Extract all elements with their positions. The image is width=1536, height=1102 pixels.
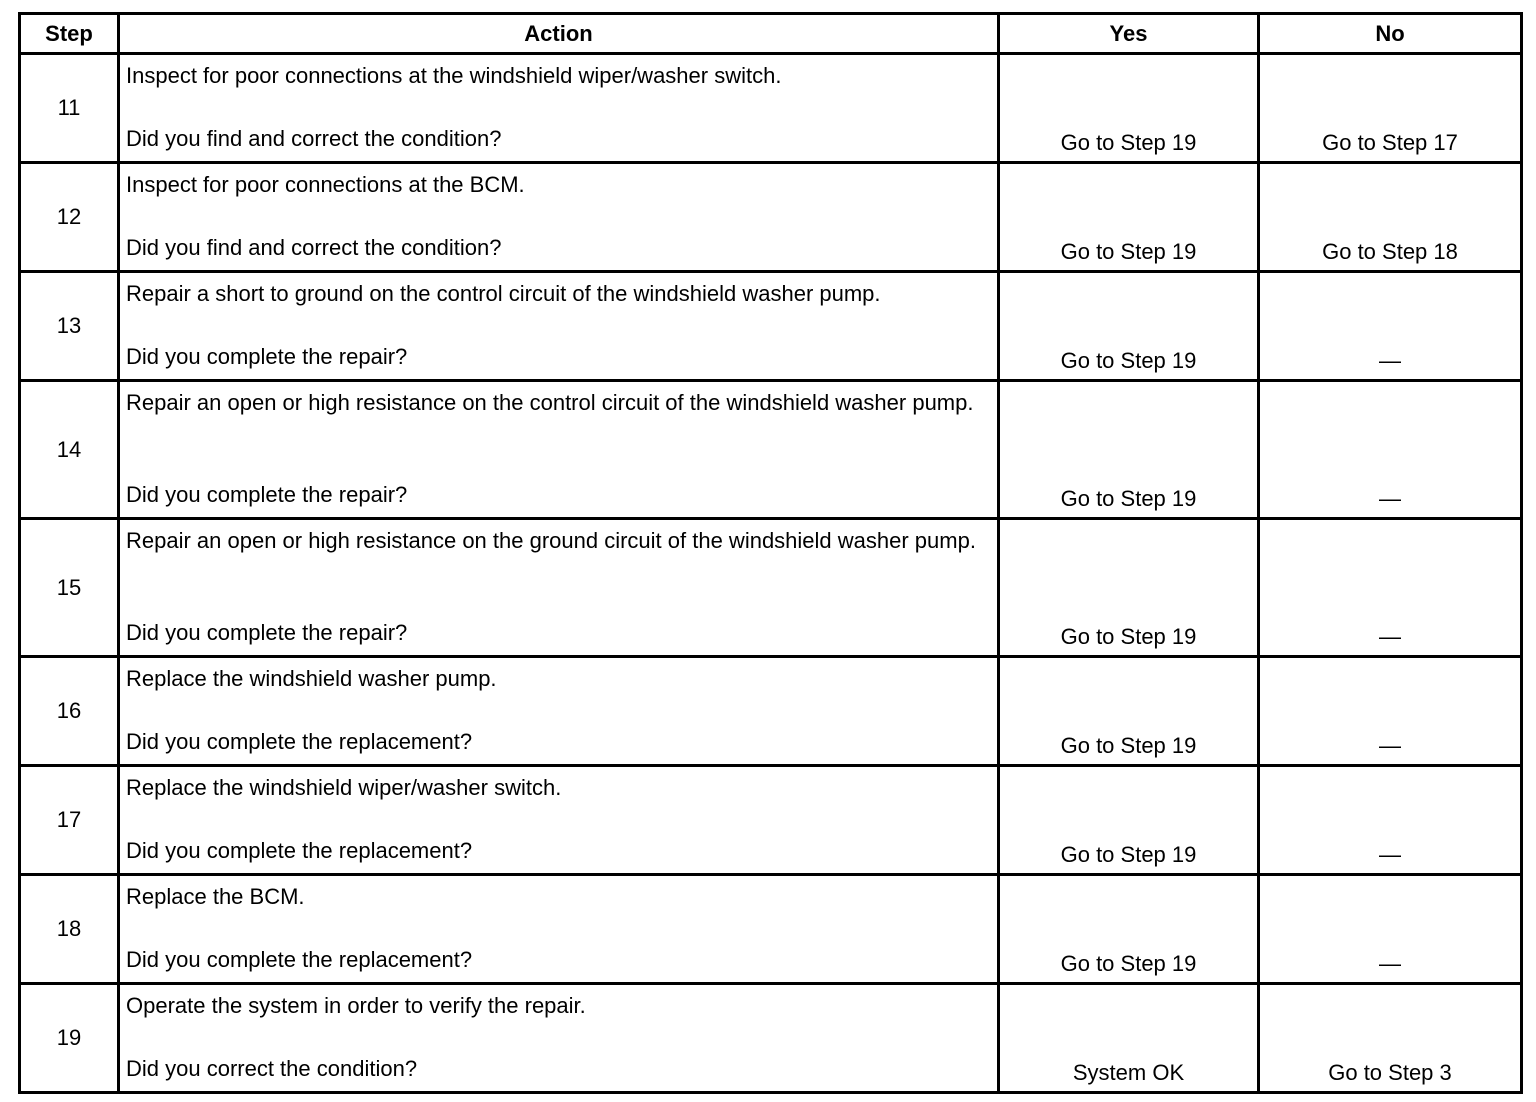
action-question: Did you complete the repair? xyxy=(126,344,408,369)
no-result: Go to Step 18 xyxy=(1259,163,1522,272)
table-row xyxy=(20,54,1522,163)
table-row xyxy=(20,272,1522,381)
action-instruction: Replace the BCM. xyxy=(126,884,305,909)
action-cell xyxy=(119,272,999,381)
table-header-row xyxy=(20,14,1522,54)
header-step: Step xyxy=(20,14,119,54)
yes-result: Go to Step 19 xyxy=(999,272,1259,381)
diagnostic-table-container xyxy=(18,12,1520,1094)
action-cell xyxy=(119,54,999,163)
no-result: — xyxy=(1259,875,1522,984)
action-instruction: Repair an open or high resistance on the ground circuit of the windshield washer pump. xyxy=(126,528,976,553)
yes-result: Go to Step 19 xyxy=(999,519,1259,657)
step-number: 12 xyxy=(20,163,119,272)
header-action: Action xyxy=(119,14,999,54)
table-row xyxy=(20,984,1522,1093)
header-no: No xyxy=(1259,14,1522,54)
yes-result: System OK xyxy=(999,984,1259,1093)
action-cell xyxy=(119,766,999,875)
step-number: 13 xyxy=(20,272,119,381)
action-cell xyxy=(119,875,999,984)
action-instruction: Inspect for poor connections at the windshield wiper/washer switch. xyxy=(126,63,782,88)
yes-result: Go to Step 19 xyxy=(999,875,1259,984)
action-question: Did you complete the replacement? xyxy=(126,729,473,754)
diagnostic-table xyxy=(18,12,1523,1094)
action-question: Did you correct the condition? xyxy=(126,1056,418,1081)
table-row xyxy=(20,519,1522,657)
step-number: 18 xyxy=(20,875,119,984)
action-question: Did you complete the replacement? xyxy=(126,838,473,863)
no-result: Go to Step 3 xyxy=(1259,984,1522,1093)
action-cell xyxy=(119,163,999,272)
table-row xyxy=(20,163,1522,272)
action-instruction: Inspect for poor connections at the BCM. xyxy=(126,172,525,197)
no-result: — xyxy=(1259,381,1522,519)
step-number: 17 xyxy=(20,766,119,875)
no-result: — xyxy=(1259,657,1522,766)
action-cell xyxy=(119,519,999,657)
action-cell xyxy=(119,984,999,1093)
yes-result: Go to Step 19 xyxy=(999,163,1259,272)
step-number: 11 xyxy=(20,54,119,163)
no-result: Go to Step 17 xyxy=(1259,54,1522,163)
no-result: — xyxy=(1259,766,1522,875)
no-result: — xyxy=(1259,272,1522,381)
table-row xyxy=(20,381,1522,519)
table-row xyxy=(20,766,1522,875)
table-body xyxy=(20,54,1522,1093)
action-instruction: Repair an open or high resistance on the control circuit of the windshield washer pump. xyxy=(126,390,974,415)
step-number: 19 xyxy=(20,984,119,1093)
action-question: Did you find and correct the condition? xyxy=(126,235,502,260)
step-number: 14 xyxy=(20,381,119,519)
yes-result: Go to Step 19 xyxy=(999,657,1259,766)
table-row xyxy=(20,657,1522,766)
table-row xyxy=(20,875,1522,984)
step-number: 15 xyxy=(20,519,119,657)
action-instruction: Replace the windshield wiper/washer switch. xyxy=(126,775,562,800)
action-question: Did you complete the replacement? xyxy=(126,947,473,972)
action-instruction: Replace the windshield washer pump. xyxy=(126,666,497,691)
step-number: 16 xyxy=(20,657,119,766)
action-instruction: Repair a short to ground on the control circuit of the windshield washer pump. xyxy=(126,281,881,306)
action-question: Did you complete the repair? xyxy=(126,620,408,645)
action-question: Did you complete the repair? xyxy=(126,482,408,507)
yes-result: Go to Step 19 xyxy=(999,54,1259,163)
no-result: — xyxy=(1259,519,1522,657)
yes-result: Go to Step 19 xyxy=(999,381,1259,519)
action-question: Did you find and correct the condition? xyxy=(126,126,502,151)
header-yes: Yes xyxy=(999,14,1259,54)
action-cell xyxy=(119,381,999,519)
yes-result: Go to Step 19 xyxy=(999,766,1259,875)
action-instruction: Operate the system in order to verify the repair. xyxy=(126,993,586,1018)
action-cell xyxy=(119,657,999,766)
